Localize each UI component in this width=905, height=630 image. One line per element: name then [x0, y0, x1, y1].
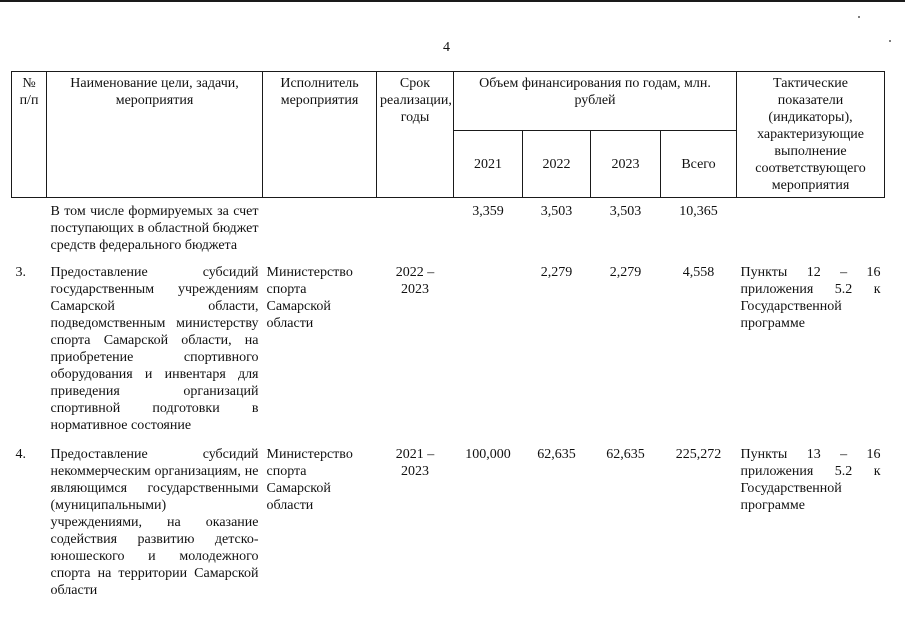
- header-year-2022: 2022: [523, 131, 591, 198]
- row-value-2023: 2,279: [609, 265, 642, 280]
- row-value-2021: 100,000: [465, 447, 511, 462]
- row-indicators: Пункты 12 – 16 приложения 5.2 к Государственной программе: [740, 265, 881, 331]
- table-row: [12, 198, 885, 265]
- page-number: 4: [443, 40, 450, 55]
- row-value-2022: 3,503: [540, 204, 573, 219]
- row-name: Предоставление субсидий государственным учреждениям Самарской области, подведомственным министерству спорта Самарской области, на приобретение спортивного оборудования и инвентаря для приведения организаций спортивной подготовки в нормативное состояние: [50, 265, 259, 433]
- row-value-2022: 62,635: [537, 447, 576, 462]
- top-border-line: [0, 0, 905, 2]
- scan-speck: [858, 16, 860, 18]
- row-indicators: Пункты 13 – 16 приложения 5.2 к Государственной программе: [740, 447, 881, 513]
- header-name: Наименование цели, задачи, мероприятия: [47, 72, 263, 198]
- row-value-2023: 62,635: [606, 447, 645, 462]
- scan-speck: [889, 40, 891, 42]
- header-year-total: Всего: [661, 131, 737, 198]
- header-indicators: Тактические показатели (индикаторы), характеризующие выполнение соответствующего мероприятия: [737, 72, 885, 198]
- row-value-2023: 3,503: [609, 204, 642, 219]
- row-value-total: 10,365: [679, 204, 718, 219]
- row-executor: [263, 198, 377, 265]
- row-num: 3.: [15, 265, 26, 280]
- row-term: 2021 – 2023: [395, 447, 435, 479]
- financing-table: [11, 71, 885, 599]
- row-indicators: [737, 198, 885, 265]
- row-value-2021: 3,359: [472, 204, 504, 219]
- header-executor: Исполнитель мероприятия: [263, 72, 377, 198]
- header-year-2023: 2023: [591, 131, 661, 198]
- header-year-2021: 2021: [454, 131, 523, 198]
- row-executor: Министерство спорта Самарской области: [266, 447, 353, 513]
- row-value-2021: [454, 264, 523, 446]
- row-name: Предоставление субсидий некоммерческим организациям, не являющимся государственными (муниципальными) учреждениями, на оказание содействия развитию детско-юношеского и молодежного спорта на территории Самарской области: [50, 447, 259, 598]
- header-financing: Объем финансирования по годам, млн. рублей: [454, 72, 737, 131]
- row-num: [12, 198, 47, 265]
- table-row: [12, 446, 885, 599]
- row-value-2022: 2,279: [540, 265, 573, 280]
- row-num: 4.: [15, 447, 26, 462]
- row-term: 2022 – 2023: [395, 265, 435, 297]
- row-name: В том числе формируемых за счет поступающих в областной бюджет средств федерального бюджета: [50, 204, 259, 253]
- row-value-total: 4,558: [682, 265, 715, 280]
- row-term: [377, 198, 454, 265]
- header-row: [12, 72, 885, 131]
- row-value-total: 225,272: [675, 447, 722, 462]
- table-row: [12, 264, 885, 446]
- header-term: Срок реализации, годы: [377, 72, 454, 198]
- row-executor: Министерство спорта Самарской области: [266, 265, 353, 331]
- header-num: № п/п: [12, 72, 47, 198]
